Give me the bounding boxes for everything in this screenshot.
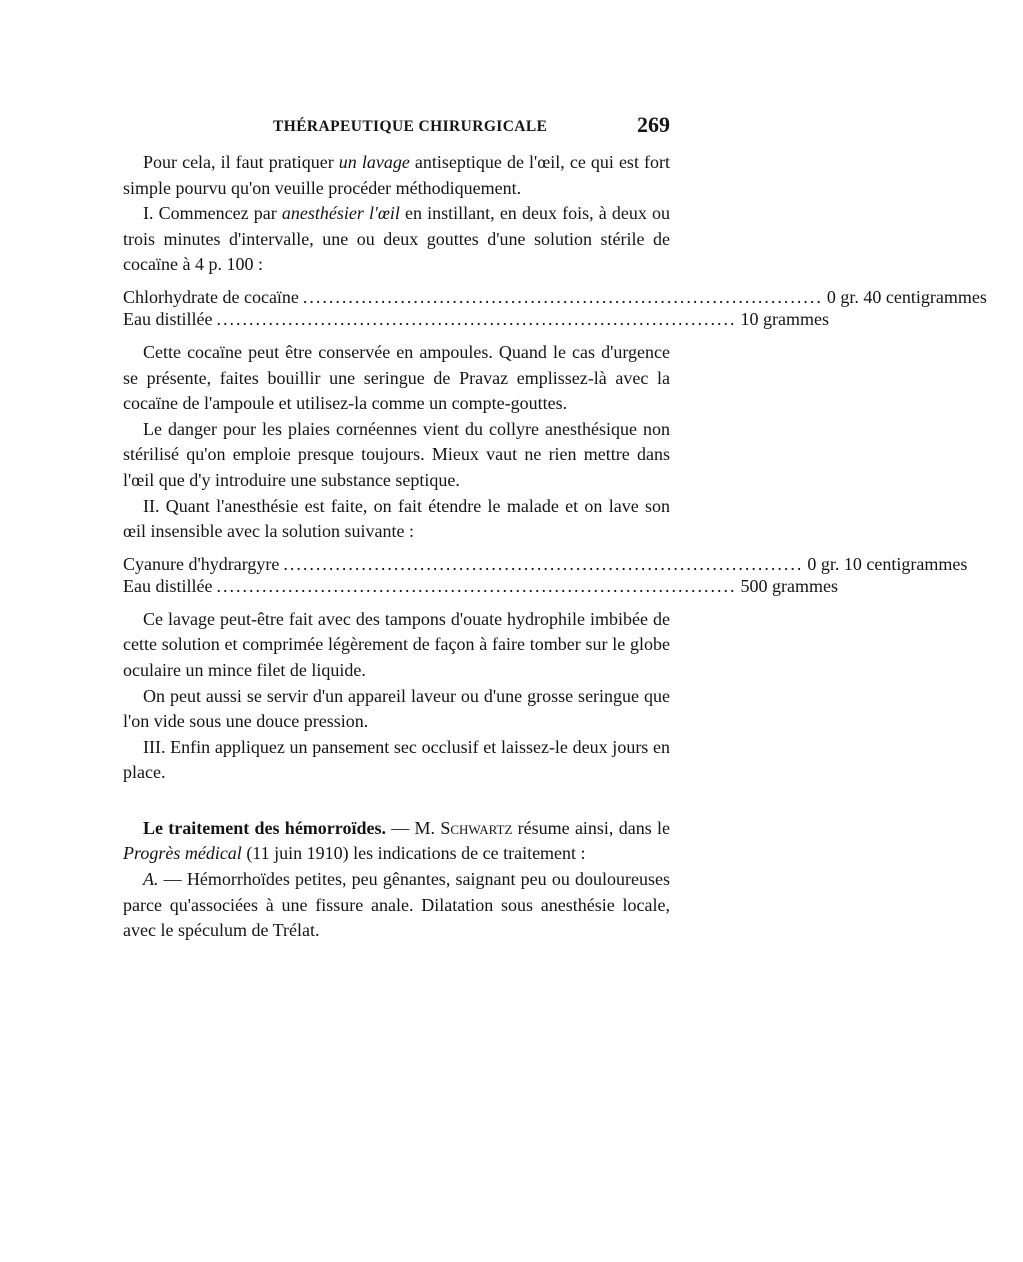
leader-dots: ................................................................................ — [216, 575, 737, 596]
paragraph-indication-a — [123, 867, 670, 944]
text-run: antiseptique de l'œil, ce qui est fort simple pourvu qu'on veuille procéder méthodiquement. — [123, 152, 670, 198]
text-run: Pour cela, il faut pratiquer — [143, 152, 339, 172]
cyanide-formula — [123, 553, 968, 597]
paragraph-step-one — [123, 201, 670, 278]
italic-text: un lavage — [338, 152, 410, 172]
formula-row — [123, 286, 987, 308]
paragraph-step-three: III. Enfin appliquez un pansement sec occlusif et laissez-le deux jours en place. — [123, 736, 670, 783]
leader-dots: ................................................................................ — [216, 308, 737, 329]
paragraph-lavage — [123, 150, 670, 201]
ingredient-name: Cyanure d'hydrargyre — [123, 553, 280, 574]
page-header — [123, 112, 670, 142]
ingredient-quantity: 10 grammes — [740, 308, 829, 329]
paragraph-step-two: II. Quant l'anesthésie est faite, on fait étendre le malade et on lave son œil insensible avec la solution suivante : — [123, 495, 670, 542]
paragraph-laveur: On peut aussi se servir d'un appareil laveur ou d'une grosse seringue que l'on vide sous une douce pression. — [123, 685, 670, 732]
paragraph-ampoules: Cette cocaïne peut être conservée en ampoules. Quand le cas d'urgence se présente, faites bouillir une seringue de Pravaz emplissez-là avec la cocaïne de l'ampoule et utilisez-la comme un compte-gouttes. — [123, 341, 670, 414]
item-label: A. — [143, 869, 159, 890]
formula-row — [123, 308, 829, 330]
ingredient-quantity: 0 gr. 40 centigrammes — [826, 286, 987, 307]
ingredient-name: Eau distillée — [123, 575, 213, 596]
leader-dots: ................................................................................ — [283, 553, 804, 574]
page-number: 269 — [637, 112, 670, 137]
section-hemorroides — [123, 816, 670, 867]
text-run: I. Commencez par — [143, 203, 282, 224]
italic-text: anesthésier l'œil — [281, 203, 400, 224]
page-body — [123, 150, 987, 944]
paragraph-danger: Le danger pour les plaies cornéennes vient du collyre anesthésique non stérilisé qu'on emploie presque toujours. Mieux vaut ne rien mettre dans l'œil que d'y introduire une substance septique. — [123, 418, 670, 490]
text-run: (11 juin 1910) les indications de ce traitement : — [241, 843, 586, 864]
text-run: — M. — [385, 817, 441, 838]
section-heading: Le traitement des hémorroïdes. — [143, 817, 386, 838]
author-name: Schwartz — [440, 817, 513, 838]
running-title: THÉRAPEUTIQUE CHIRURGICALE — [273, 118, 548, 135]
text-run: résume ainsi, dans le — [512, 817, 670, 838]
ingredient-name: Eau distillée — [123, 308, 213, 329]
ingredient-quantity: 500 grammes — [740, 575, 838, 596]
ingredient-quantity: 0 gr. 10 centigrammes — [807, 553, 968, 574]
formula-row — [123, 553, 968, 575]
cocaine-formula — [123, 286, 987, 330]
ingredient-name: Chlorhydrate de cocaïne — [123, 286, 299, 307]
leader-dots: ................................................................................ — [302, 286, 823, 307]
text-run: en instillant, en deux fois, à deux ou trois minutes d'intervalle, une ou deux gouttes d'une solution stérile de cocaïne à 4 p. 100 : — [123, 203, 671, 275]
formula-row — [123, 575, 838, 597]
journal-title: Progrès médical — [123, 843, 242, 864]
text-run: — Hémorrhoïdes petites, peu gênantes, saignant peu ou douloureuses parce qu'associées à une fissure anale. Dilatation sous anesthésie locale, avec le spéculum de Trélat. — [123, 869, 670, 941]
paragraph-tampons: Ce lavage peut-être fait avec des tampons d'ouate hydrophile imbibée de cette solution et comprimée légèrement de façon à faire tomber sur le globe oculaire un mince filet de liquide. — [123, 608, 670, 680]
